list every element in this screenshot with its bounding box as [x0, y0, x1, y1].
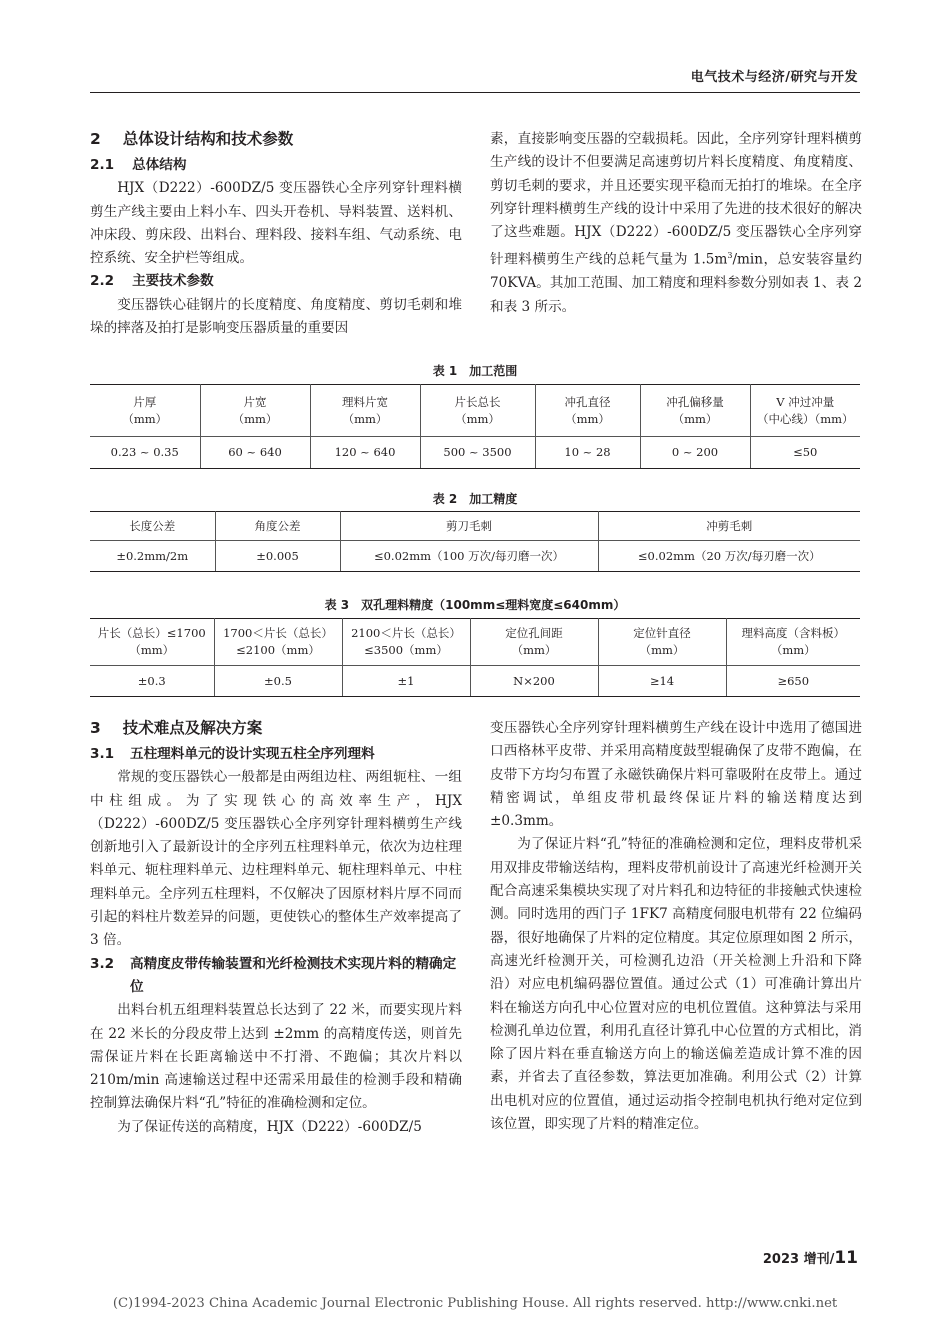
subsection-2-2-number: 2.2 [90, 273, 115, 290]
table-cell [470, 619, 598, 666]
subsection-2-1-heading [90, 154, 462, 177]
header-text: 冲孔直径 [564, 394, 611, 409]
header-unit: （mm） [672, 411, 718, 426]
subsection-2-2-title: 主要技术参数 [132, 273, 214, 290]
table-1-caption: 表 1 加工范围 [432, 364, 518, 378]
subsection-3-1-number: 3.1 [90, 746, 115, 762]
copyright-notice: (C)1994-2023 China Academic Journal Electronic Publishing House. All rights reserved. http://www.cnki.net [112, 1296, 838, 1311]
table-cell: ≥650 [726, 666, 860, 697]
subsection-3-1-title: 五柱理料单元的设计实现五柱全序列理料 [130, 746, 375, 762]
table-cell: 60 ~ 640 [200, 437, 310, 469]
table-cell [640, 385, 750, 437]
header-text: 片厚 [133, 394, 157, 409]
section-2-title: 总体设计结构和技术参数 [122, 130, 294, 148]
section-2-heading [90, 128, 462, 150]
paragraph-3-2-2-left: 为了保证传送的高精度，HJX（D222）-600DZ/5 [117, 1118, 422, 1135]
page-number-footer [763, 1248, 858, 1268]
paragraph-3-2-1: 出料台机五组理料装置总长达到了 22 米，而要实现片料在 22 米长的分段皮带上达到 ±2mm 的高精度传送，则首先需保证片料在长距离输送中不打滑、不跑偏；其次片料以 210m/min 高速输送过程中还需采用最佳的检测手段和精确控制算法确保片料“孔”特征的准确检测和定位。 [90, 1002, 462, 1112]
header-text: 片长总长 [454, 394, 501, 409]
lower-right-column [490, 717, 862, 1136]
header-unit: （mm） [129, 643, 175, 657]
header-unit: （mm） [455, 411, 500, 426]
page-number: 11 [834, 1248, 858, 1268]
table-cell: ±0.2mm/2m [90, 541, 215, 572]
header-text: 冲孔偏移量 [666, 394, 724, 409]
table-cell [310, 385, 420, 437]
table-cell: ≤0.02mm（100 万次/每刃磨一次） [340, 541, 598, 572]
section-3-number: 3 [90, 719, 101, 737]
subsection-2-2-heading [90, 270, 462, 293]
header-text: 定位针直径 [633, 626, 691, 640]
header-unit: （mm） [639, 643, 685, 657]
header-unit: （mm） [770, 643, 816, 657]
table-cell [214, 619, 342, 666]
table-cell: N×200 [470, 666, 598, 697]
table-cell [726, 619, 860, 666]
paragraph-2-2-right [490, 128, 862, 319]
header-text: 1700＜片长（总长） [223, 626, 333, 640]
table-cell: 0 ~ 200 [640, 437, 750, 469]
header-text: 2100＜片长（总长） [351, 626, 461, 640]
table-cell: 剪刀毛刺 [340, 512, 598, 541]
subsection-2-1-number: 2.1 [90, 157, 115, 173]
upper-left-column [90, 128, 462, 340]
header-divider [90, 92, 860, 93]
section-3-title: 技术难点及解决方案 [122, 719, 263, 737]
table-cell: ±0.005 [215, 541, 340, 572]
upper-right-column [490, 128, 862, 319]
table-cell: ±1 [342, 666, 470, 697]
header-text: 片宽 [243, 394, 267, 409]
table-cell [90, 619, 214, 666]
table-1-data-row [90, 437, 860, 469]
table-cell: 0.23 ~ 0.35 [90, 437, 200, 469]
section-3-heading [90, 717, 462, 739]
table-cell: ±0.5 [214, 666, 342, 697]
header-unit: （mm） [342, 411, 388, 426]
header-text: V 冲过冲量 [776, 394, 835, 409]
issue-label: 2023 增刊/ [762, 1252, 835, 1267]
subsection-2-1-title: 总体结构 [132, 157, 187, 173]
subsection-3-2-heading [90, 953, 462, 1000]
subsection-3-2-title: 高精度皮带传输装置和光纤检测技术实现片料的精确定位 [130, 955, 457, 995]
table-1 [90, 384, 860, 469]
table-cell [90, 385, 200, 437]
subsection-3-2-number: 3.2 [90, 955, 115, 972]
header-text: 理料片宽 [342, 394, 388, 409]
table-cell [598, 619, 726, 666]
table-2-header-row [90, 512, 860, 541]
table-cell [342, 619, 470, 666]
header-unit: （mm） [511, 643, 557, 657]
table-3-caption: 表 3 双孔理料精度（100mm≤理料宽度≤640mm） [324, 598, 626, 612]
table-cell: ≤50 [750, 437, 860, 469]
paragraph-2-2-left: 变压器铁心硅钢片的长度精度、角度精度、剪切毛刺和堆垛的摔落及拍打是影响变压器质量的重要因 [90, 296, 462, 337]
table-3-header-row [90, 619, 860, 666]
cubic-superscript: 3 [727, 251, 733, 261]
header-text: 片长（总长）≤1700 [97, 626, 206, 640]
section-2-number: 2 [90, 130, 101, 148]
table-1-header-row [90, 385, 860, 437]
table-cell: ≥14 [598, 666, 726, 697]
header-unit: （mm） [565, 411, 610, 426]
table-cell [420, 385, 535, 437]
lower-left-column [90, 717, 462, 1139]
table-cell: 长度公差 [90, 512, 215, 541]
table-cell: ≤0.02mm（20 万次/每刃磨一次） [598, 541, 860, 572]
table-cell: 10 ~ 28 [535, 437, 640, 469]
table-cell: 角度公差 [215, 512, 340, 541]
header-unit: （mm） [122, 411, 168, 426]
table-2-caption: 表 2 加工精度 [432, 492, 518, 506]
table-cell [535, 385, 640, 437]
header-unit: ≤2100（mm） [236, 643, 320, 657]
table-2-data-row [90, 541, 860, 572]
paragraph-2-2-right-part1: 素，直接影响变压器的空载损耗。因此，全序列穿针理料横剪生产线的设计不但要满足高速剪切片料长度精度、角度精度、剪切毛刺的要求，并且还要实现平稳而无拍打的堆垛。在全序列穿针理料横剪生产线的设计中采用了先进的技术很好的解决了这些难题。HJX（D222）-600DZ/5 变压器铁心全序列穿针理料横剪生产线的总耗气量为 1.5m [490, 131, 862, 269]
header-unit: （mm） [232, 411, 278, 426]
subsection-3-1-heading [90, 743, 462, 766]
header-text: 理料高度（含料板） [741, 626, 845, 640]
table-cell [200, 385, 310, 437]
table-cell: 120 ~ 640 [310, 437, 420, 469]
header-text: 定位孔间距 [505, 626, 563, 640]
table-cell: 冲剪毛刺 [598, 512, 860, 541]
header-unit: （中心线）（mm） [756, 411, 854, 426]
paragraph-3-1: 常规的变压器铁心一般都是由两组边柱、两组轭柱、一组中柱组成。为了实现铁心的高效率生产，HJX（D222）-600DZ/5 变压器铁心全序列穿针理料横剪生产线创新地引入了最新设计的全序列五柱理料单元，依次为边柱理料单元、轭柱理料单元、边柱理料单元、轭柱理料单元、中柱理料单元。全序列五柱理料，不仅解决了因原材料片厚不同而引起的料柱片数差异的问题，更使铁心的整体生产效率提高了 3 倍。 [90, 769, 462, 949]
table-3 [90, 618, 860, 697]
journal-section-header: 电气技术与经济/研究与开发 [690, 70, 858, 85]
paragraph-2-1: HJX（D222）-600DZ/5 变压器铁心全序列穿针理料横剪生产线主要由上料小车、四头开卷机、导料装置、送料机、冲床段、剪床段、出料台、理料段、接料车组、气动系统、电控系统、安全护栏等组成。 [90, 180, 462, 267]
table-3-data-row [90, 666, 860, 697]
paragraph-3-2-2-right: 变压器铁心全序列穿针理料横剪生产线在设计中选用了德国进口西格林平皮带、并采用高精度鼓型辊确保了皮带不跑偏，在皮带下方均匀布置了永磁铁确保片料可靠吸附在皮带上。通过精密调试，单组皮带机最终保证片料的输送精度达到 ±0.3mm。 [490, 720, 862, 830]
paragraph-2-2-right-part2: /min，总安装容量约 70KVA。其加工范围、加工精度和理料参数分别如表 1、表 2 和表 3 所示。 [490, 252, 862, 315]
paragraph-3-2-3: 为了保证片料“孔”特征的准确检测和定位，理料皮带机采用双排皮带输送结构，理料皮带机前设计了高速光纤检测开关配合高速采集模块实现了对片料孔和边特征的非接触式快速检测。同时选用的西门子 1FK7 高精度伺服电机带有 22 位编码器，很好地确保了片料的定位精度。其定位原理如图 2 所示，高速光纤检测开关，可检测孔边沿（开关检测上升沿和下降沿）对应电机编码器位置值。通过公式（1）可准确计算出片料在输送方向孔中心位置对应的电机位置值。这种算法与采用检测孔单边位置，利用孔直径计算孔中心位置的方式相比，消除了因片料在垂直输送方向上的输送偏差造成计算不准的因素，并省去了直径参数，算法更加准确。利用公式（2）计算出电机对应的位置值，通过运动指令控制电机执行绝对定位到该位置，即实现了片料的精准定位。 [490, 836, 862, 1133]
header-unit: ≤3500（mm） [364, 643, 448, 657]
table-cell: 500 ~ 3500 [420, 437, 535, 469]
table-cell [750, 385, 860, 437]
table-cell: ±0.3 [90, 666, 214, 697]
table-2 [90, 511, 860, 572]
